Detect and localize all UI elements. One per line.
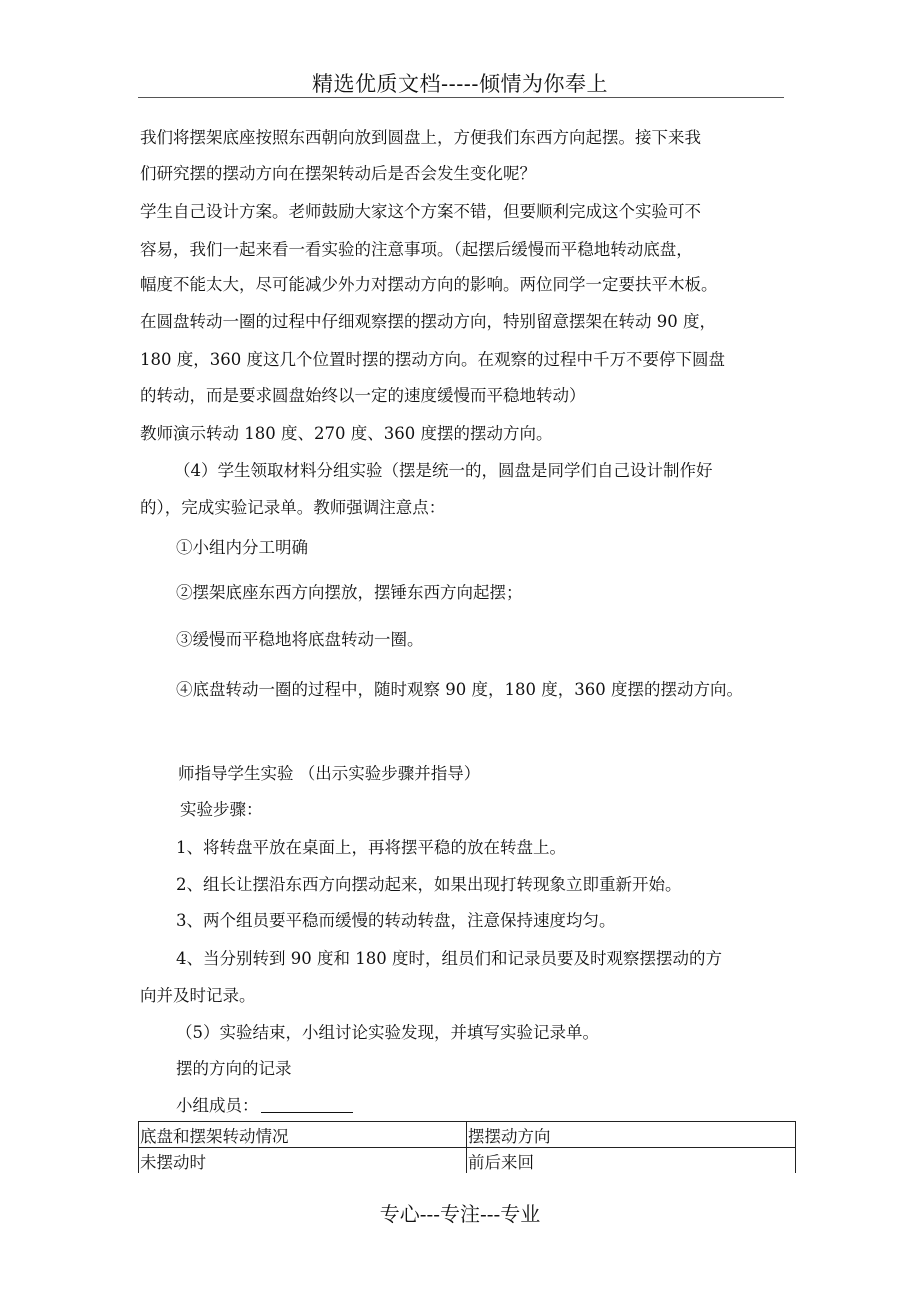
body-line: 向并及时记录。 <box>140 986 256 1005</box>
body-line: 在圆盘转动一圈的过程中仔细观察摆的摆动方向，特别留意摆架在转动 90 度， <box>140 312 716 331</box>
group-members-blank <box>261 1098 353 1113</box>
steps-label: 实验步骤： <box>180 800 263 819</box>
header-divider <box>138 97 784 98</box>
record-title: 摆的方向的记录 <box>176 1059 292 1078</box>
body-line: 180 度，360 度这几个位置时摆的摆动方向。在观察的过程中千万不要停下圆盘 <box>140 350 725 369</box>
list-item: ④底盘转动一圈的过程中，随时观察 90 度，180 度，360 度摆的摆动方向。 <box>176 680 743 699</box>
record-table <box>138 1121 796 1173</box>
body-line: 我们将摆架底座按照东西朝向放到圆盘上，方便我们东西方向起摆。接下来我 <box>140 128 701 147</box>
table-row <box>139 1148 796 1174</box>
table-header-cell: 摆摆动方向 <box>467 1122 796 1148</box>
group-members-label: 小组成员： <box>176 1096 259 1115</box>
table-header-row <box>139 1122 796 1148</box>
list-item: ①小组内分工明确 <box>176 538 308 557</box>
body-line: （5）实验结束，小组讨论实验发现，并填写实验记录单。 <box>176 1023 599 1042</box>
page-footer: 专心---专注---专业 <box>379 1202 541 1226</box>
section-heading: 师指导学生实验 （出示实验步骤并指导） <box>178 764 481 783</box>
step-item: 3、两个组员要平稳而缓慢的转动转盘，注意保持速度均匀。 <box>176 911 616 930</box>
page-header: 精选优质文档-----倾情为你奉上 <box>312 72 608 96</box>
body-line: 的），完成实验记录单。教师强调注意点： <box>140 498 446 517</box>
step-item: 4、当分别转到 90 度和 180 度时，组员们和记录员要及时观察摆摆动的方 <box>176 949 722 968</box>
body-line: （4）学生领取材料分组实验（摆是统一的，圆盘是同学们自己设计制作好 <box>174 461 713 480</box>
list-item: ③缓慢而平稳地将底盘转动一圈。 <box>176 630 424 649</box>
step-item: 1、将转盘平放在桌面上，再将摆平稳的放在转盘上。 <box>176 838 566 857</box>
group-members-field <box>176 1098 353 1115</box>
body-line: 容易，我们一起来看一看实验的注意事项。（起摆后缓慢而平稳地转动底盘， <box>140 240 693 259</box>
table-cell: 未摆动时 <box>139 1148 467 1174</box>
table-cell: 前后来回 <box>467 1148 796 1174</box>
step-item: 2、组长让摆沿东西方向摆动起来，如果出现打转现象立即重新开始。 <box>176 875 682 894</box>
table-header-cell: 底盘和摆架转动情况 <box>139 1122 467 1148</box>
body-line: 们研究摆的摆动方向在摆架转动后是否会发生变化呢？ <box>140 164 536 183</box>
body-line: 学生自己设计方案。老师鼓励大家这个方案不错，但要顺利完成这个实验可不 <box>140 202 701 221</box>
list-item: ②摆架底座东西方向摆放，摆锤东西方向起摆； <box>176 583 523 602</box>
body-line: 的转动，而是要求圆盘始终以一定的速度缓慢而平稳地转动） <box>140 386 586 405</box>
body-line: 教师演示转动 180 度、270 度、360 度摆的摆动方向。 <box>140 424 553 443</box>
body-line: 幅度不能太大，尽可能减少外力对摆动方向的影响。两位同学一定要扶平木板。 <box>140 275 718 294</box>
